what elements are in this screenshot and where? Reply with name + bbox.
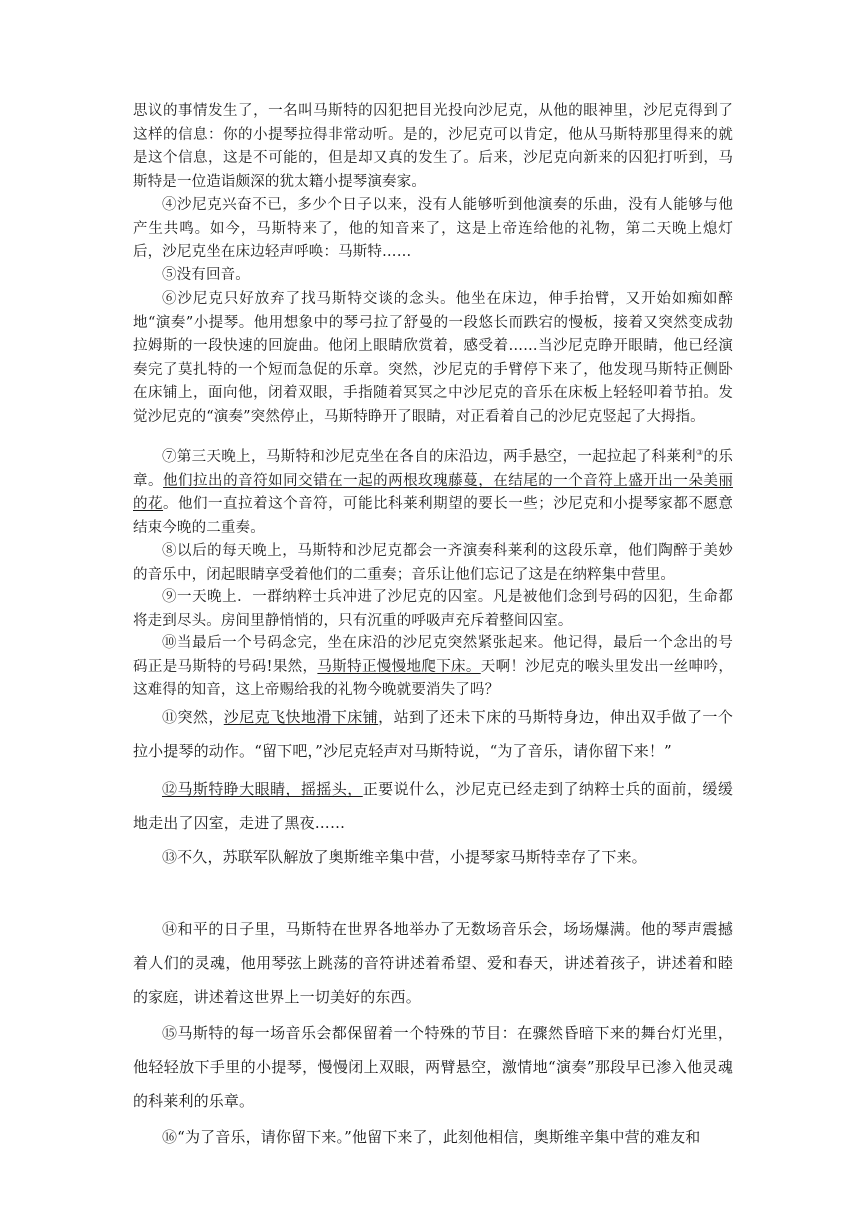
paragraph-text: ⑧以后的每天晚上，马斯特和沙尼克都会一齐演奏科莱利的这段乐章，他们陶醉于美妙的音乐中，闭起眼睛享受着他们的二重奏；音乐让他们忘记了这是在纳粹集中营里。 (133, 543, 733, 583)
paragraph-text: ⑤没有回音。 (162, 267, 250, 283)
paragraph-16 (133, 1120, 733, 1154)
paragraph-text: ⑯“为了音乐，请你留下来。”他留下来了，此刻他相信，奥斯维辛集中营的难友和 (162, 1128, 701, 1146)
paragraph-text: ④沙尼克兴奋不已，多少个日子以来，没有人能够听到他演奏的乐曲，没有人能够与他产生共鸣。如今，马斯特来了，他的知音来了，这是上帝连给他的礼物，第二天晚上熄灯后，沙尼克坐在床边轻声呼唤：马斯特…… (133, 197, 733, 260)
paragraph-8 (133, 540, 733, 587)
paragraph-15 (133, 1016, 733, 1118)
paragraph-text: 。他们一直拉着这个音符，可能比科莱利期望的要长一些；沙尼克和小提琴家都不愿意结束今晚的二重奏。 (133, 496, 733, 536)
paragraph-text: ⑦第三天晚上，马斯特和沙尼克坐在各自的床沿边，两手悬空，一起拉起了科莱利 (162, 449, 696, 465)
paragraph-text: ⑥沙尼克只好放弃了找马斯特交谈的念头。他坐在床边，伸手抬臂，又开始如痴如醉地“演奏”小提琴。他用想象中的琴弓拉了舒曼的一段悠长而跌宕的慢板，接着又突然变成勃拉姆斯的一段快速的回旋曲。他闭上眼睛欣赏着，感受着……当沙尼克睁开眼睛，他已经演奏完了莫扎特的一个短而急促的乐章。突然，沙尼克的手臂停下来了，他发现马斯特正侧卧在床铺上，面向他，闭着双眼，手指随着冥冥之中沙尼克的音乐在床板上轻轻叩着节拍。发觉沙尼克的“演奏”突然停止，马斯特睁开了眼睛，对正看着自己的沙尼克竖起了大拇指。 (133, 291, 733, 425)
paragraph-text: 的乐章。 (133, 449, 733, 489)
paragraph-14 (133, 912, 733, 1014)
paragraph-text: ⑬不久，苏联军队解放了奥斯维辛集中营，小提琴家马斯特幸存了下来。 (162, 848, 647, 866)
paragraph-3-continued (133, 100, 733, 194)
paragraph-9 (133, 586, 733, 633)
paragraph-text: ⑪突然， (162, 708, 224, 726)
paragraph-12 (133, 772, 733, 840)
paragraph-text: ，站到了还未下床的马斯特身边，伸出双手做了一个拉小提琴的动作。“留下吧，”沙尼克轻声对马斯特说，“为了音乐，请你留下来！” (133, 708, 733, 760)
underlined-sentence: 沙尼克飞快地滑下床铺 (223, 708, 379, 726)
paragraph-text: 思议的事情发生了，一名叫马斯特的囚犯把目光投向沙尼克，从他的眼神里，沙尼克得到了这样的信息：你的小提琴拉得非常动听。是的，沙尼克可以肯定，他从马斯特那里得来的就是这个信息，这是不可能的，但是却又真的发生了。后来，沙尼克向新来的囚犯打听到，马斯特是一位造诣颇深的犹太籍小提琴演奏家。 (133, 103, 733, 190)
underlined-sentence: 他们拉出的音符如同交错在一起的两根玫瑰藤蔓，在结尾的一个音符上盛开出一朵美丽的花 (133, 472, 733, 512)
footnote-mark: ③ (695, 448, 704, 458)
paragraph-7 (133, 446, 733, 540)
paragraph-text: 天啊！沙尼克的喉头里发出一丝呻吟，这难得的知音，这上帝赐给我的礼物今晚就要消失了吗？ (133, 658, 733, 698)
paragraph-5 (133, 264, 733, 288)
paragraph-text: ⑭和平的日子里，马斯特在世界各地举办了无数场音乐会，场场爆满。他的琴声震撼着人们的灵魂，他用琴弦上跳荡的音符讲述着希望、爱和春天，讲述着孩子，讲述着和睦的家庭，讲述着这世界上一切美好的东西。 (133, 920, 733, 1006)
underlined-sentence: 马斯特正慢慢地爬下床。 (317, 658, 481, 675)
paragraph-text: ⑩当最后一个号码念完，坐在床沿的沙尼克突然紧张起来。他记得，最后一个念出的号码正是马斯特的号码!果然， (133, 635, 733, 675)
paragraph-text: ⑨一天晚上．一群纳粹士兵冲进了沙尼克的囚室。凡是被他们念到号码的囚犯，生命都将走到尽头。房间里静悄悄的，只有沉重的呼吸声充斥着整间囚室。 (133, 589, 733, 629)
paragraph-4 (133, 194, 733, 265)
paragraph-text: ⑮马斯特的每一场音乐会都保留着一个特殊的节目：在骤然昏暗下来的舞台灯光里，他轻轻放下手里的小提琴，慢慢闭上双眼，两臂悬空，激情地“演奏”那段早已渗入他灵魂的科莱利的乐章。 (133, 1024, 733, 1110)
underlined-sentence: ⑫马斯特睁大眼睛，摇摇头， (162, 780, 363, 798)
paragraph-13 (133, 840, 733, 874)
paragraph-11 (133, 700, 733, 768)
paragraph-10 (133, 632, 733, 703)
paragraph-6 (133, 288, 733, 429)
paragraph-text: 正要说什么，沙尼克已经走到了纳粹士兵的面前，缓缓地走出了囚室，走进了黑夜…… (133, 780, 734, 832)
